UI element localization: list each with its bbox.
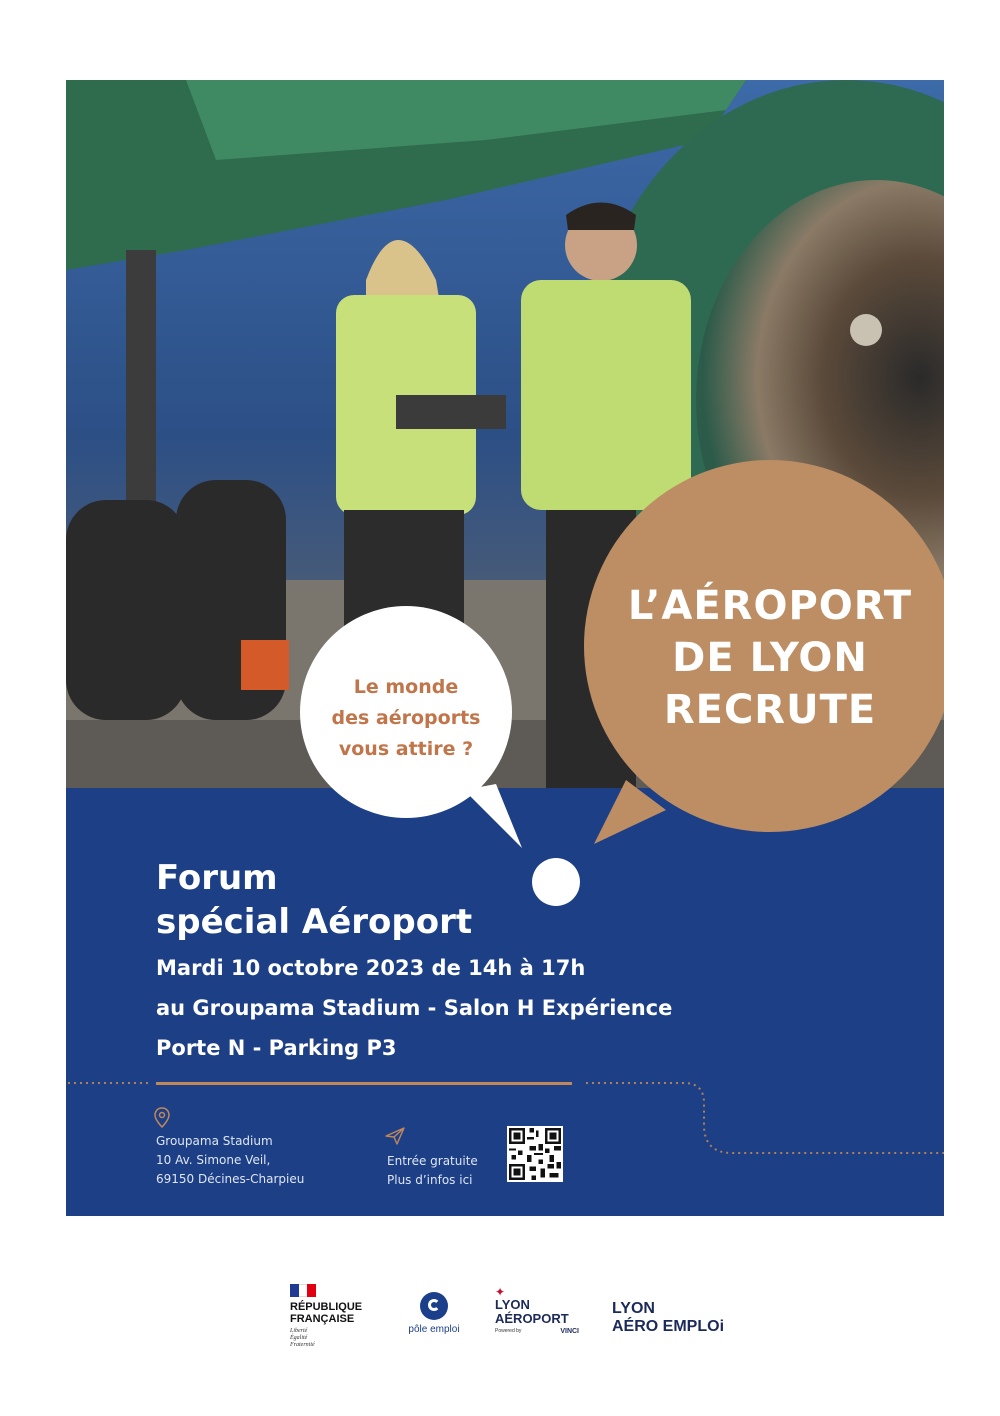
poster bbox=[66, 80, 944, 1216]
question-text bbox=[300, 672, 512, 765]
republique-motto bbox=[290, 1328, 380, 1349]
entry-info bbox=[387, 1152, 478, 1190]
lyon-aeroport-logo bbox=[495, 1286, 595, 1335]
qr-code[interactable] bbox=[507, 1126, 563, 1182]
bubble-dot bbox=[532, 858, 580, 906]
lyon-aero-emploi-line-2: AÉRO EMPLOi bbox=[612, 1318, 725, 1335]
paper-plane-icon bbox=[384, 1126, 406, 1146]
motto-line-2: Égalité bbox=[290, 1335, 308, 1341]
venue-address bbox=[156, 1132, 304, 1189]
address-line-3: 69150 Décines-Charpieu bbox=[156, 1172, 305, 1186]
map-pin-icon bbox=[152, 1106, 172, 1130]
headline-line-1: L’AÉROPORT bbox=[627, 583, 913, 629]
pole-emploi-icon bbox=[420, 1292, 448, 1320]
question-line-2: des aéroports bbox=[331, 707, 481, 729]
headline-line-3: RECRUTE bbox=[663, 687, 877, 733]
vinci-label: VINCI bbox=[560, 1328, 579, 1335]
republique-name-line-1: RÉPUBLIQUE bbox=[290, 1301, 363, 1313]
french-flag-icon bbox=[290, 1284, 316, 1297]
powered-by-label: Powered by bbox=[495, 1328, 522, 1334]
address-line-1: Groupama Stadium bbox=[156, 1134, 273, 1148]
event-title-line-2: spécial Aéroport bbox=[156, 902, 473, 942]
republique-name-line-2: FRANÇAISE bbox=[290, 1313, 355, 1325]
question-line-1: Le monde bbox=[353, 676, 459, 698]
lyon-aeroport-powered bbox=[495, 1328, 579, 1335]
lyon-aero-emploi-line-1: LYON bbox=[612, 1300, 655, 1317]
entry-free: Entrée gratuite bbox=[387, 1154, 478, 1168]
headline-line-2: DE LYON bbox=[672, 635, 868, 681]
event-title-line-1: Forum bbox=[156, 858, 278, 898]
star-icon: ✦ bbox=[495, 1285, 506, 1299]
divider-rule bbox=[156, 1082, 572, 1085]
pole-emploi-logo bbox=[402, 1292, 466, 1335]
motto-line-1: Liberté bbox=[290, 1328, 308, 1334]
address-line-2: 10 Av. Simone Veil, bbox=[156, 1153, 271, 1167]
entry-more-info: Plus d’infos ici bbox=[387, 1173, 473, 1187]
event-venue: au Groupama Stadium - Salon H Expérience bbox=[156, 996, 673, 1020]
republique-name bbox=[290, 1301, 380, 1325]
lyon-aeroport-name bbox=[495, 1298, 595, 1326]
motto-line-3: Fraternité bbox=[290, 1342, 315, 1348]
lyon-aero-emploi-logo bbox=[612, 1300, 724, 1336]
event-title bbox=[156, 856, 472, 944]
republique-francaise-logo bbox=[290, 1284, 380, 1349]
pole-emploi-label: pôle emploi bbox=[408, 1324, 460, 1335]
event-access: Porte N - Parking P3 bbox=[156, 1036, 397, 1060]
question-line-3: vous attire ? bbox=[338, 738, 474, 760]
headline bbox=[584, 580, 944, 736]
lyon-aeroport-line-1: LYON bbox=[495, 1297, 530, 1312]
event-details bbox=[156, 948, 672, 1068]
lyon-aeroport-line-2: AÉROPORT bbox=[495, 1311, 569, 1326]
event-date: Mardi 10 octobre 2023 de 14h à 17h bbox=[156, 956, 586, 980]
